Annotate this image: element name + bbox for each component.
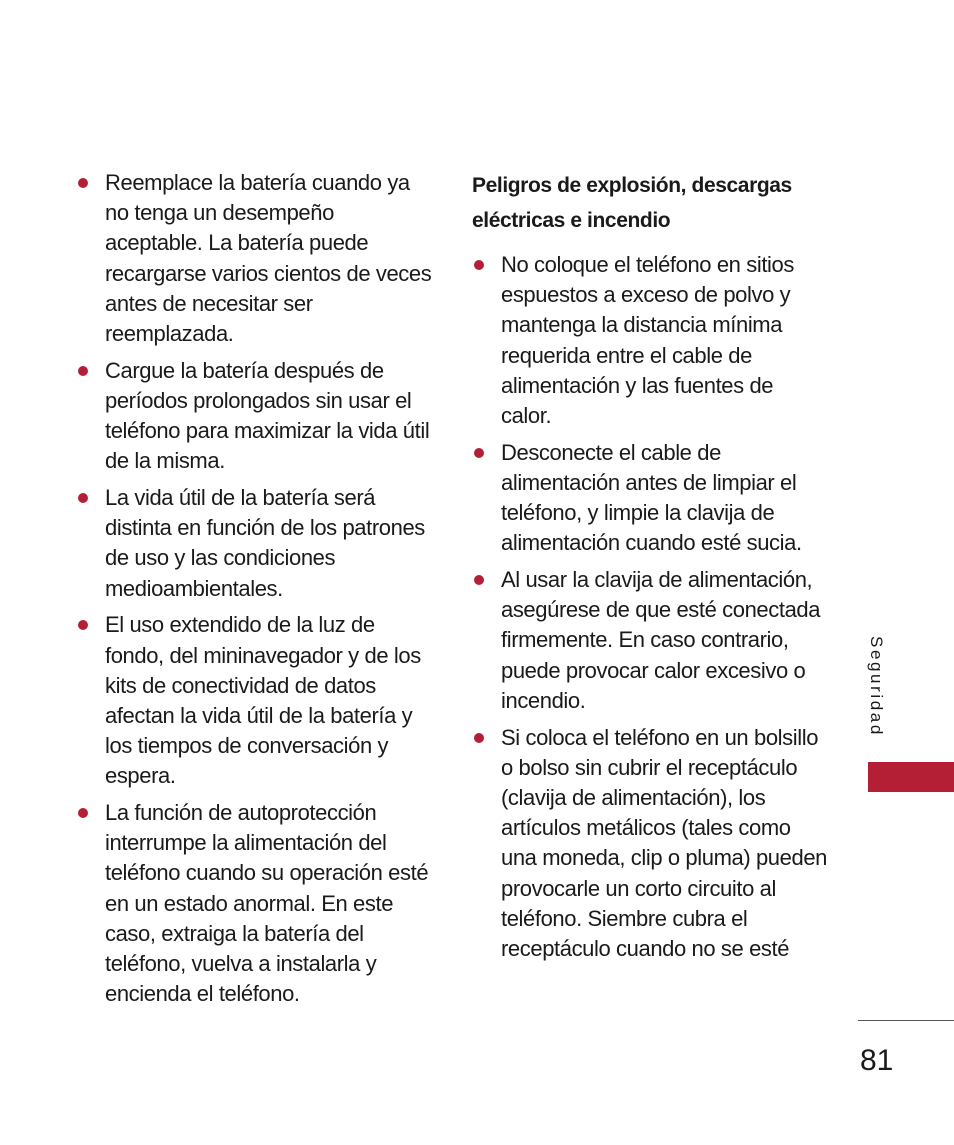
list-item-text: Cargue la batería después de períodos prolongados sin usar el teléfono para maximizar la vida útil de la misma. (105, 357, 430, 474)
list-item (472, 565, 828, 716)
section-side-label: Seguridad (867, 636, 886, 737)
bullet-dot-icon (474, 575, 484, 585)
bullet-dot-icon (78, 366, 88, 376)
bullet-dot-icon (78, 808, 88, 818)
right-bullet-list (472, 250, 828, 964)
section-tab-marker (868, 762, 954, 792)
list-item-text: No coloque el teléfono en sitios espuestos a exceso de polvo y mantenga la distancia mínima requerida entre el cable de alimentación y las fuentes de calor. (501, 252, 794, 429)
list-item (76, 168, 432, 349)
list-item-text: Al usar la clavija de alimentación, asegúrese de que esté conectada firmemente. En caso contrario, puede provocar calor excesivo o incendio. (501, 567, 821, 713)
list-item-text: Si coloca el teléfono en un bolsillo o bolso sin cubrir el receptáculo (clavija de alimentación), los artículos metálicos (tales como una moneda, clip o pluma) pueden provocarle un corto circuito al teléfono. Siembre cubra el receptáculo cuando no se esté (501, 724, 827, 961)
page-number-divider (858, 1020, 954, 1021)
list-item-text: El uso extendido de la luz de fondo, del mininavegador y de los kits de conectividad de datos afectan la vida útil de la batería y los tiempos de conversación y espera. (105, 612, 421, 789)
list-item (76, 798, 432, 1009)
bullet-dot-icon (474, 260, 484, 270)
list-item-text: La vida útil de la batería será distinta en función de los patrones de uso y las condiciones medioambientales. (105, 485, 425, 601)
list-item (472, 438, 828, 559)
list-item (472, 723, 828, 965)
list-item (76, 610, 432, 791)
bullet-dot-icon (78, 493, 88, 503)
bullet-dot-icon (474, 448, 484, 458)
list-item-text: Desconecte el cable de alimentación antes de limpiar el teléfono, y limpie la clavija de alimentación cuando esté sucia. (501, 439, 802, 556)
left-bullet-list (76, 168, 432, 1009)
section-heading: Peligros de explosión, descargas eléctricas e incendio (472, 174, 792, 232)
page-number: 81 (860, 1044, 894, 1077)
bullet-dot-icon (474, 733, 484, 743)
list-item (76, 483, 432, 604)
right-column (472, 168, 828, 971)
left-column (76, 168, 432, 1016)
list-item (76, 356, 432, 477)
bullet-dot-icon (78, 178, 88, 188)
list-item-text: Reemplace la batería cuando ya no tenga un desempeño aceptable. La batería puede recargarse varios cientos de veces antes de necesitar ser reemplazada. (105, 170, 432, 347)
bullet-dot-icon (78, 620, 88, 630)
list-item (472, 250, 828, 431)
list-item-text: La función de autoprotección interrumpe la alimentación del teléfono cuando su operación esté en un estado anormal. En este caso, extraiga la batería del teléfono, vuelva a instalarla y encienda el teléfono. (105, 800, 429, 1007)
